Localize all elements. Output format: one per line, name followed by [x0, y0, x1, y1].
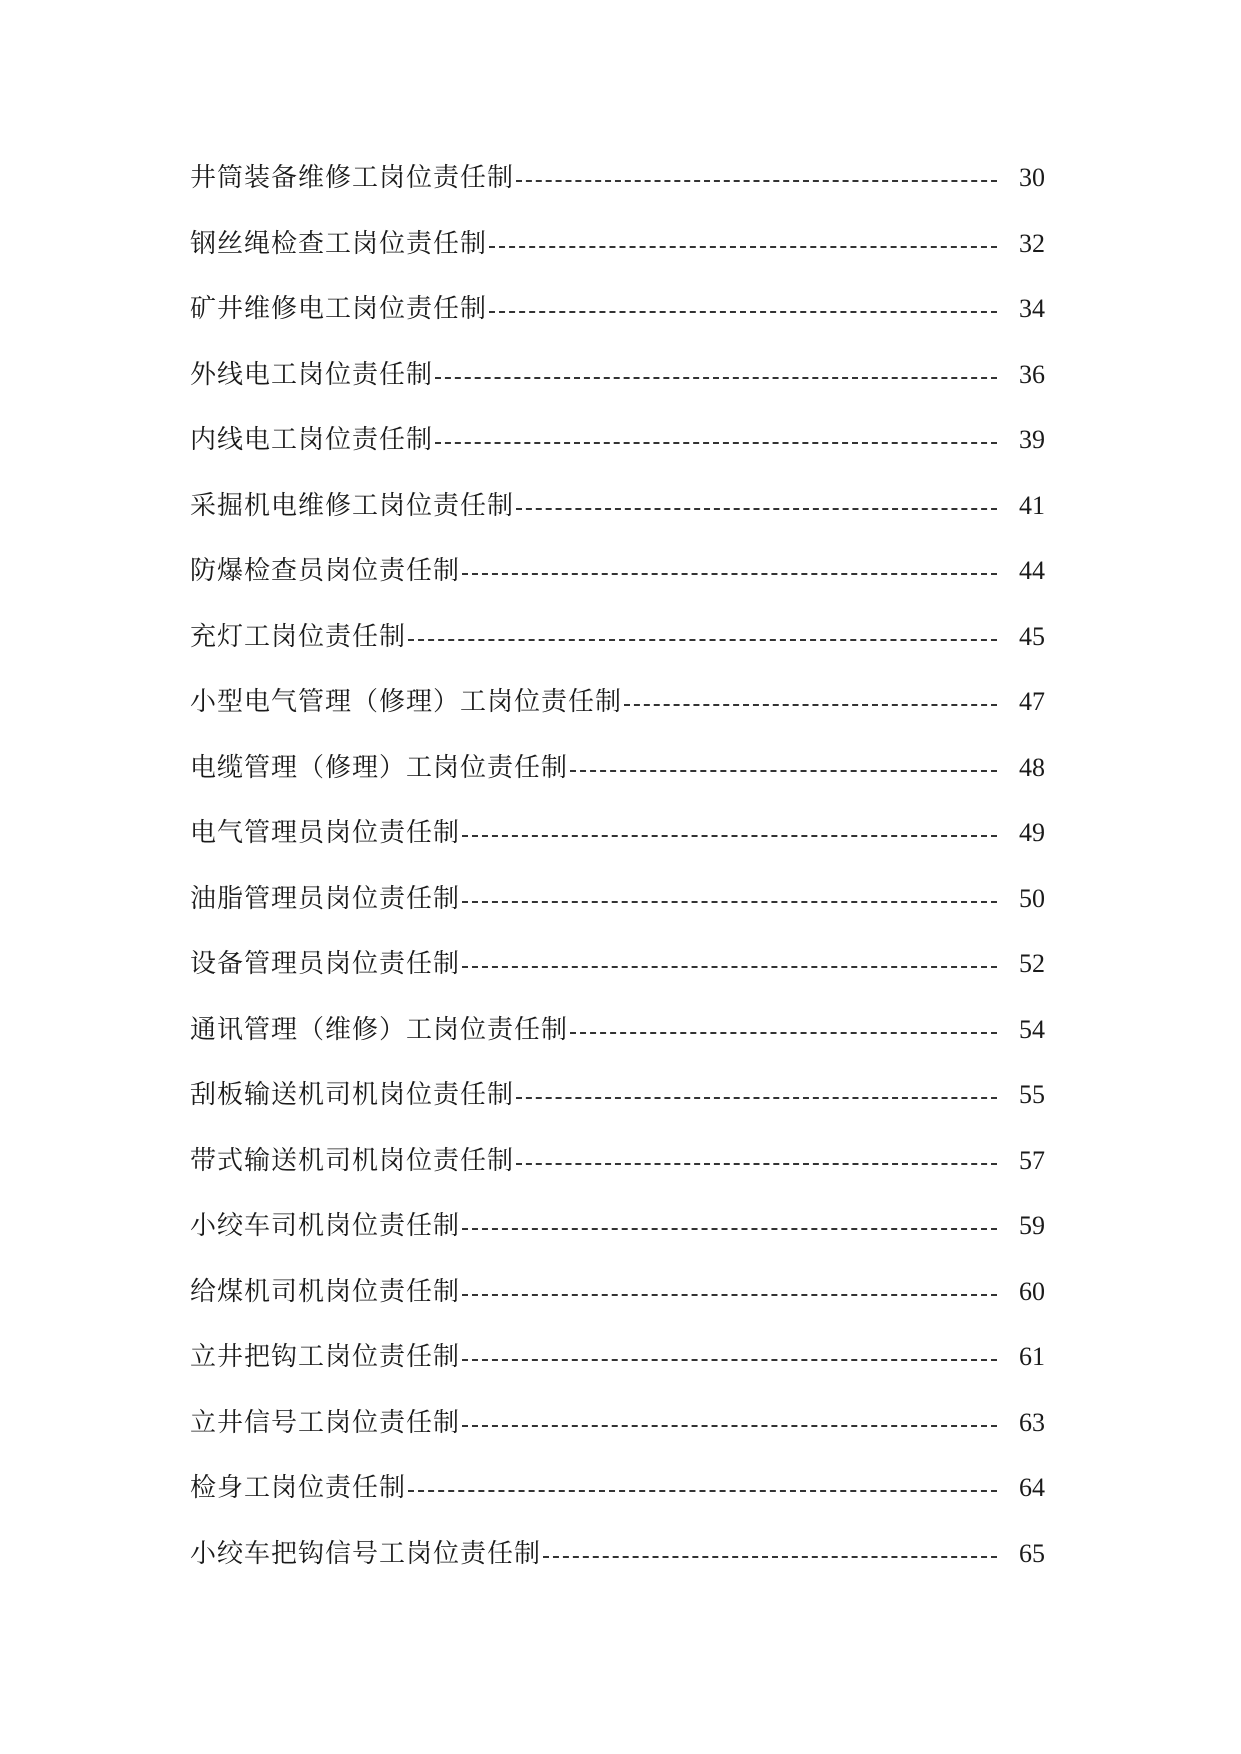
toc-entry[interactable] [190, 1405, 1045, 1471]
toc-entry[interactable] [190, 160, 1045, 226]
toc-entry-page: 44 [1019, 556, 1045, 585]
toc-leader [516, 1097, 997, 1099]
toc-entry-title: 钢丝绳检查工岗位责任制 [190, 228, 488, 259]
toc-entry[interactable] [190, 226, 1045, 292]
toc-leader [462, 1228, 997, 1230]
toc-leader [570, 770, 997, 772]
toc-entry-page: 48 [1019, 752, 1045, 782]
toc-entry-page: 30 [1019, 163, 1045, 192]
toc-leader [516, 180, 997, 182]
toc-entry-page: 36 [1019, 359, 1045, 389]
toc-leader [462, 1294, 997, 1296]
toc-entry-title: 设备管理员岗位责任制 [190, 949, 461, 979]
toc-entry-title: 刮板输送机司机岗位责任制 [190, 1080, 515, 1110]
toc-leader [462, 901, 997, 903]
toc-entry-page: 32 [1019, 228, 1045, 258]
toc-entry-title: 通讯管理（维修）工岗位责任制 [190, 1014, 569, 1045]
toc-entry[interactable] [190, 815, 1045, 881]
toc-entry[interactable] [190, 881, 1045, 947]
toc-entry[interactable] [190, 1012, 1045, 1078]
toc-entry-title: 油脂管理员岗位责任制 [190, 883, 461, 914]
toc-entry[interactable] [190, 1536, 1045, 1602]
toc-entry[interactable] [190, 1143, 1045, 1209]
toc-leader [462, 573, 997, 575]
toc-entry-page: 60 [1019, 1276, 1045, 1306]
toc-leader [462, 1359, 997, 1361]
toc-entry-page: 64 [1019, 1473, 1045, 1502]
toc-leader [462, 1425, 997, 1427]
toc-entry-page: 47 [1019, 687, 1045, 716]
toc-entry[interactable] [190, 422, 1045, 488]
toc-entry-page: 41 [1019, 490, 1045, 520]
toc-entry-title: 给煤机司机岗位责任制 [190, 1276, 461, 1307]
toc-entry[interactable] [190, 1274, 1045, 1340]
toc-entry-page: 54 [1019, 1014, 1045, 1044]
toc-entry-title: 带式输送机司机岗位责任制 [190, 1145, 515, 1176]
toc-entry[interactable] [190, 1470, 1045, 1536]
toc-entry-page: 52 [1019, 949, 1045, 978]
toc-entry-title: 小型电气管理（修理）工岗位责任制 [190, 687, 623, 717]
toc-entry[interactable] [190, 946, 1045, 1012]
toc-leader [462, 835, 997, 837]
toc-leader [543, 1556, 997, 1558]
toc-entry[interactable] [190, 1339, 1045, 1405]
toc-entry-page: 39 [1019, 425, 1045, 454]
toc-entry-page: 55 [1019, 1080, 1045, 1109]
toc-entry[interactable] [190, 553, 1045, 619]
toc-entry-page: 49 [1019, 818, 1045, 847]
toc-entry-page: 50 [1019, 883, 1045, 913]
toc-entry[interactable] [190, 750, 1045, 816]
toc-entry-title: 防爆检查员岗位责任制 [190, 556, 461, 586]
toc-entry-page: 45 [1019, 621, 1045, 651]
toc-entry-title: 小绞车司机岗位责任制 [190, 1211, 461, 1241]
toc-leader [570, 1032, 997, 1034]
toc-leader [489, 311, 997, 313]
toc-leader [435, 442, 997, 444]
toc-entry[interactable] [190, 1077, 1045, 1143]
toc-entry[interactable] [190, 488, 1045, 554]
toc-entry[interactable] [190, 684, 1045, 750]
toc-leader [624, 704, 997, 706]
toc-entry-title: 矿井维修电工岗位责任制 [190, 294, 488, 324]
toc-leader [516, 508, 997, 510]
toc-entry-page: 65 [1019, 1538, 1045, 1568]
toc-leader [408, 1490, 997, 1492]
toc-entry-title: 采掘机电维修工岗位责任制 [190, 490, 515, 521]
toc-entry-page: 61 [1019, 1342, 1045, 1371]
toc-entry[interactable] [190, 619, 1045, 685]
table-of-contents [190, 160, 1045, 1601]
toc-entry[interactable] [190, 1208, 1045, 1274]
toc-leader [408, 639, 997, 641]
toc-leader [516, 1163, 997, 1165]
toc-entry-page: 59 [1019, 1211, 1045, 1240]
toc-entry-title: 充灯工岗位责任制 [190, 621, 407, 652]
toc-entry-title: 检身工岗位责任制 [190, 1473, 407, 1503]
toc-entry-title: 内线电工岗位责任制 [190, 425, 434, 455]
toc-entry[interactable] [190, 291, 1045, 357]
toc-entry-title: 立井把钩工岗位责任制 [190, 1342, 461, 1372]
toc-entry-title: 电气管理员岗位责任制 [190, 818, 461, 848]
toc-entry-title: 外线电工岗位责任制 [190, 359, 434, 390]
toc-entry[interactable] [190, 357, 1045, 423]
toc-entry-title: 电缆管理（修理）工岗位责任制 [190, 752, 569, 783]
toc-entry-page: 63 [1019, 1407, 1045, 1437]
toc-leader [462, 966, 997, 968]
toc-entry-page: 34 [1019, 294, 1045, 323]
toc-leader [435, 377, 997, 379]
toc-entry-title: 井筒装备维修工岗位责任制 [190, 163, 515, 193]
toc-entry-page: 57 [1019, 1145, 1045, 1175]
toc-entry-title: 立井信号工岗位责任制 [190, 1407, 461, 1438]
toc-entry-title: 小绞车把钩信号工岗位责任制 [190, 1538, 542, 1569]
toc-leader [489, 246, 997, 248]
